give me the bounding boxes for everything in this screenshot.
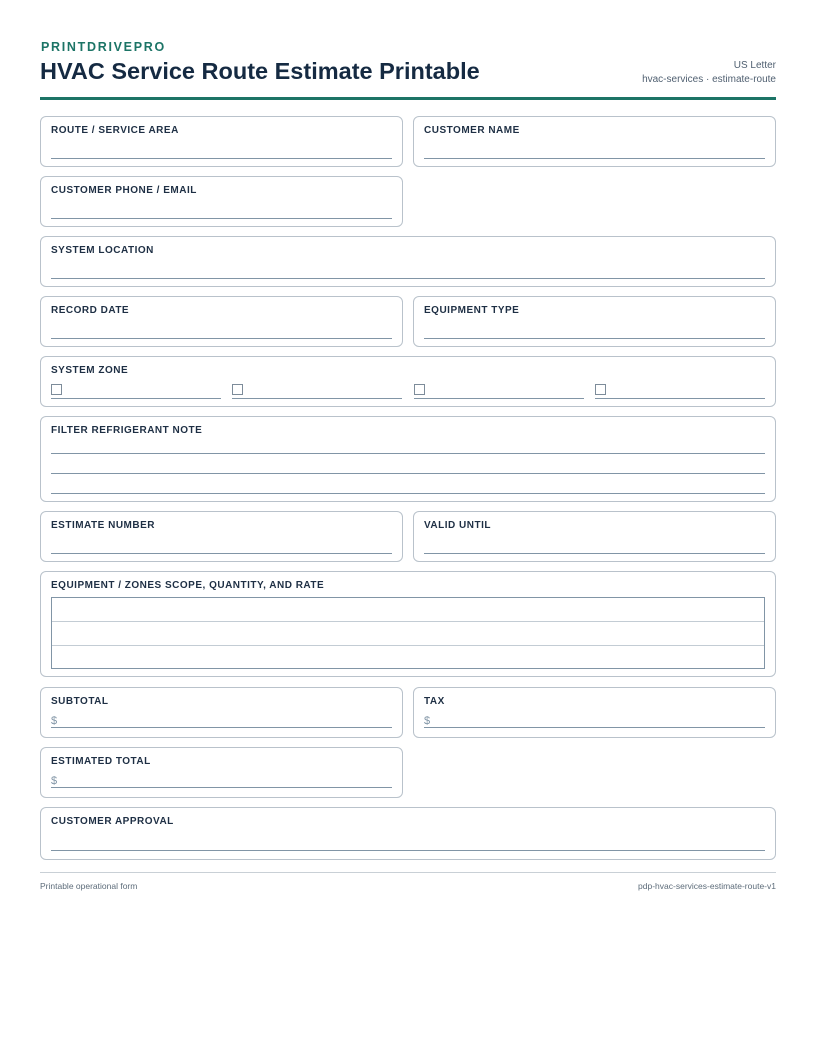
brand-name: PRINTDRIVEPRO	[41, 40, 166, 54]
customer-name-label: CUSTOMER NAME	[424, 125, 520, 136]
scope-quantity-rate-label: EQUIPMENT / ZONES SCOPE, QUANTITY, AND RATE	[51, 580, 325, 591]
route-service-area-input-line[interactable]	[51, 158, 392, 159]
valid-until-field	[413, 511, 776, 562]
customer-phone-email-input-line[interactable]	[51, 218, 392, 219]
equipment-type-field	[413, 296, 776, 347]
tax-input-line[interactable]	[424, 727, 765, 728]
system-zone-option-line-1[interactable]	[51, 398, 221, 399]
document-meta	[642, 59, 776, 87]
footer-left-text: Printable operational form	[40, 881, 138, 891]
tax-currency-symbol: $	[424, 715, 431, 727]
equipment-type-label: EQUIPMENT TYPE	[424, 305, 520, 316]
estimate-number-label: ESTIMATE NUMBER	[51, 520, 155, 531]
route-service-area-label: ROUTE / SERVICE AREA	[51, 125, 179, 136]
scope-table-row-divider-1	[52, 621, 764, 622]
page-title: HVAC Service Route Estimate Printable	[40, 58, 480, 84]
estimated-total-currency-symbol: $	[51, 775, 58, 787]
estimated-total-label: ESTIMATED TOTAL	[51, 756, 151, 767]
valid-until-label: VALID UNTIL	[424, 520, 491, 531]
subtotal-currency-symbol: $	[51, 715, 58, 727]
customer-name-field	[413, 116, 776, 167]
system-zone-checkbox-4[interactable]	[595, 384, 606, 395]
paper-size: US Letter	[733, 60, 776, 71]
customer-phone-email-label: CUSTOMER PHONE / EMAIL	[51, 185, 197, 196]
subtotal-input-line[interactable]	[51, 727, 392, 728]
route-service-area-field	[40, 116, 403, 167]
estimated-total-field	[40, 747, 403, 798]
record-date-input-line[interactable]	[51, 338, 392, 339]
system-zone-checkbox-3[interactable]	[414, 384, 425, 395]
tax-field	[413, 687, 776, 738]
customer-approval-field	[40, 807, 776, 860]
tax-label: TAX	[424, 696, 445, 707]
form-tags: hvac-services · estimate-route	[642, 74, 776, 85]
customer-name-input-line[interactable]	[424, 158, 765, 159]
system-zone-field	[40, 356, 776, 407]
estimated-total-input-line[interactable]	[51, 787, 392, 788]
system-location-input-line[interactable]	[51, 278, 765, 279]
footer-form-id: pdp-hvac-services-estimate-route-v1	[638, 881, 776, 891]
valid-until-input-line[interactable]	[424, 553, 765, 554]
subtotal-field	[40, 687, 403, 738]
system-location-field	[40, 236, 776, 287]
system-zone-option-line-2[interactable]	[232, 398, 402, 399]
estimate-number-input-line[interactable]	[51, 553, 392, 554]
note-line-3[interactable]	[51, 493, 765, 494]
customer-approval-signature-line[interactable]	[51, 850, 765, 851]
equipment-type-input-line[interactable]	[424, 338, 765, 339]
system-location-label: SYSTEM LOCATION	[51, 245, 154, 256]
estimate-number-field	[40, 511, 403, 562]
header-rule	[40, 97, 776, 100]
note-line-1[interactable]	[51, 453, 765, 454]
system-zone-checkbox-2[interactable]	[232, 384, 243, 395]
subtotal-label: SUBTOTAL	[51, 696, 109, 707]
customer-approval-label: CUSTOMER APPROVAL	[51, 816, 174, 827]
record-date-label: RECORD DATE	[51, 305, 130, 316]
filter-refrigerant-note-label: FILTER REFRIGERANT NOTE	[51, 425, 203, 436]
scope-quantity-rate-section	[40, 571, 776, 677]
footer-rule	[40, 872, 776, 873]
scope-table	[51, 597, 765, 669]
filter-refrigerant-note-field	[40, 416, 776, 502]
note-line-2[interactable]	[51, 473, 765, 474]
system-zone-option-line-4[interactable]	[595, 398, 765, 399]
record-date-field	[40, 296, 403, 347]
customer-phone-email-field	[40, 176, 403, 227]
system-zone-label: SYSTEM ZONE	[51, 365, 129, 376]
system-zone-option-line-3[interactable]	[414, 398, 584, 399]
system-zone-checkbox-1[interactable]	[51, 384, 62, 395]
scope-table-row-divider-2	[52, 645, 764, 646]
